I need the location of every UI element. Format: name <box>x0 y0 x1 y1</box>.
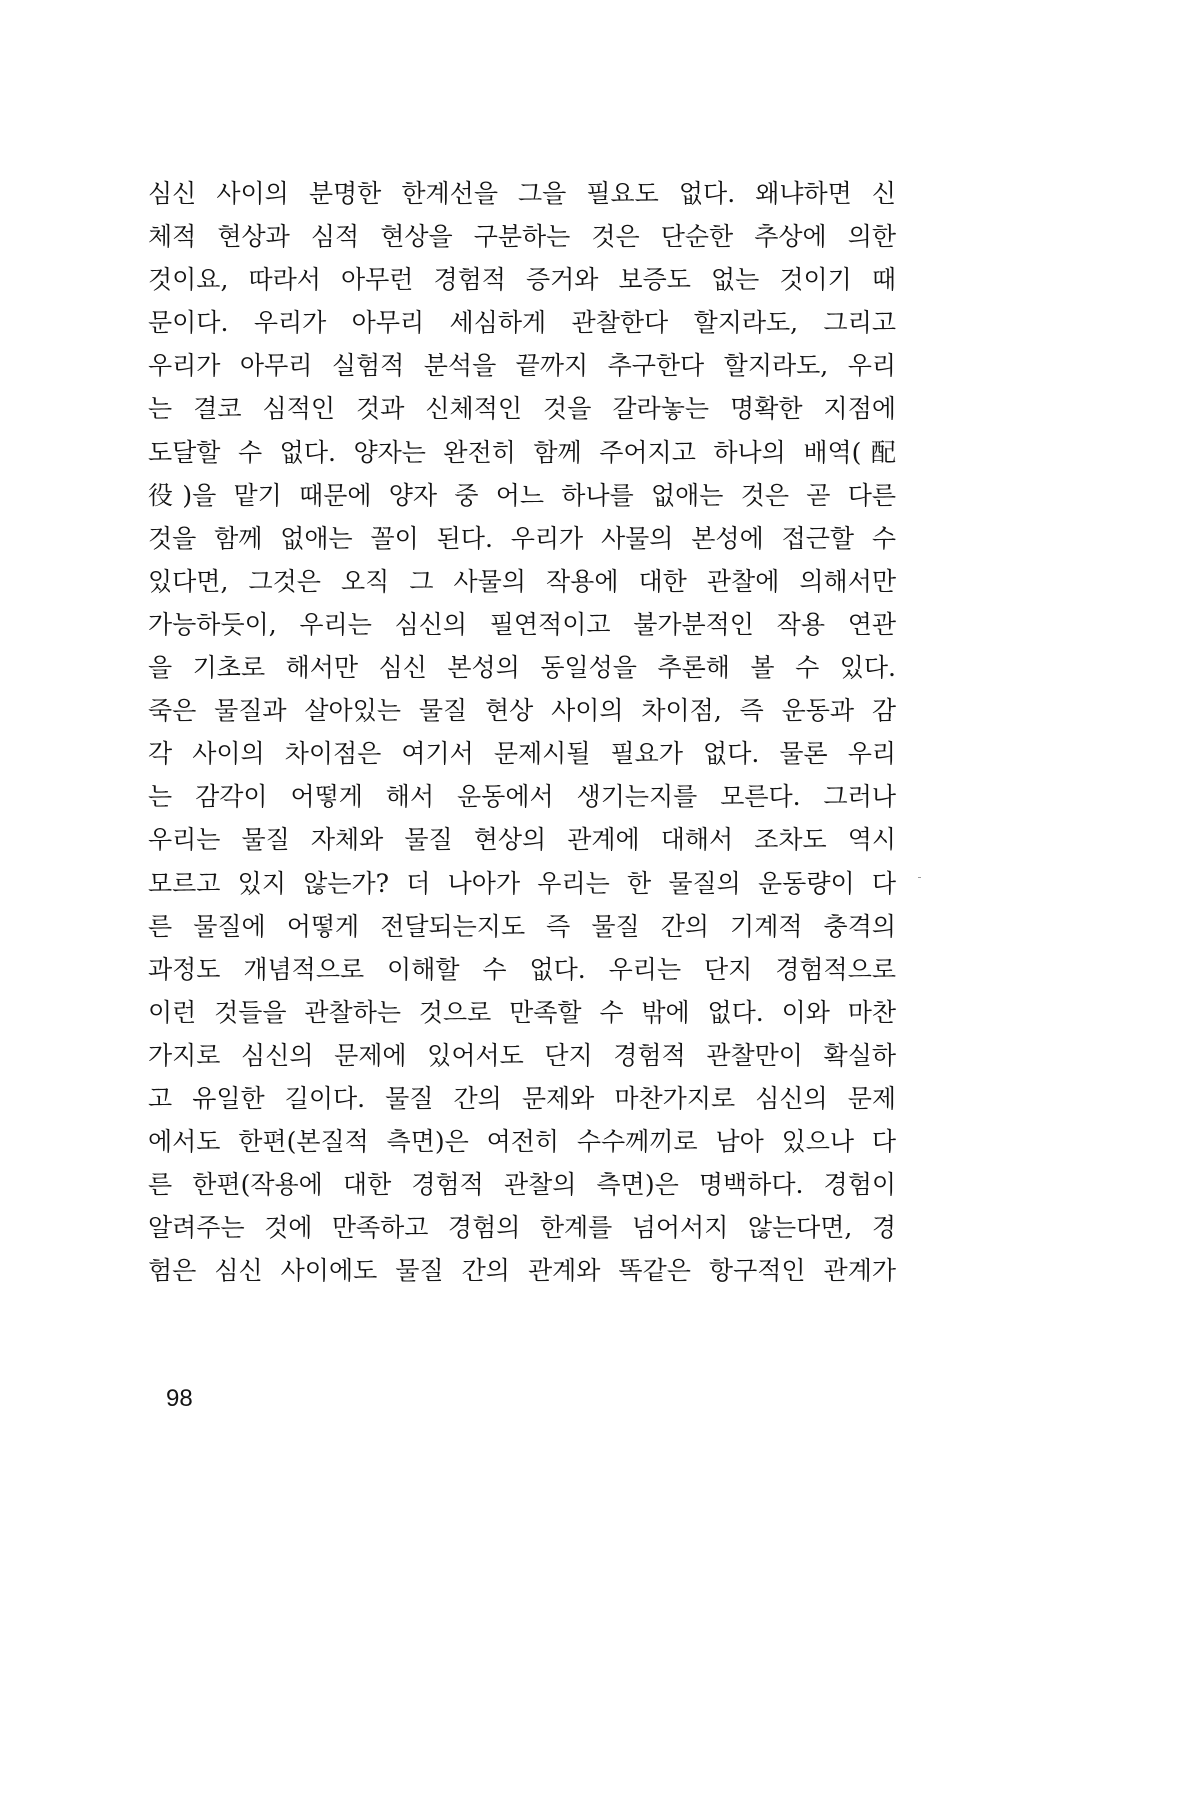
text-line-26: 험은 심신 사이에도 물질 간의 관계와 똑같은 항구적인 관계가 <box>148 1256 896 1286</box>
text-line-2: 체적 현상과 심적 현상을 구분하는 것은 단순한 추상에 의한 <box>148 222 896 252</box>
page-number: 98 <box>166 1385 193 1412</box>
text-line-12: 을 기초로 해서만 심신 본성의 동일성을 추론해 볼 수 있다. <box>148 653 896 683</box>
text-line-10: 있다면, 그것은 오직 그 사물의 작용에 대한 관찰에 의해서만 <box>148 566 896 596</box>
text-line-8: 役)을 맡기 때문에 양자 중 어느 하나를 없애는 것은 곧 다른 <box>148 480 896 510</box>
text-line-3: 것이요, 따라서 아무런 경험적 증거와 보증도 없는 것이기 때 <box>148 265 896 295</box>
text-line-24: 른 한편(작용에 대한 경험적 관찰의 측면)은 명백하다. 경험이 <box>148 1170 896 1200</box>
text-line-15: 는 감각이 어떻게 해서 운동에서 생기는지를 모른다. 그러나 <box>148 782 896 812</box>
text-line-7: 도달할 수 없다. 양자는 완전히 함께 주어지고 하나의 배역(配 <box>148 437 896 467</box>
text-line-22: 고 유일한 길이다. 물질 간의 문제와 마찬가지로 심신의 문제 <box>148 1083 896 1113</box>
text-line-16: 우리는 물질 자체와 물질 현상의 관계에 대해서 조차도 역시 <box>148 825 896 855</box>
text-line-14: 각 사이의 차이점은 여기서 문제시될 필요가 없다. 물론 우리 <box>148 739 896 769</box>
text-line-19: 과정도 개념적으로 이해할 수 없다. 우리는 단지 경험적으로 <box>148 954 896 984</box>
text-line-25: 알려주는 것에 만족하고 경험의 한계를 넘어서지 않는다면, 경 <box>148 1213 896 1243</box>
text-line-17: 모르고 있지 않는가? 더 나아가 우리는 한 물질의 운동량이 다 <box>148 868 896 898</box>
text-line-6: 는 결코 심적인 것과 신체적인 것을 갈라놓는 명확한 지점에 <box>148 394 896 424</box>
text-line-9: 것을 함께 없애는 꼴이 된다. 우리가 사물의 본성에 접근할 수 <box>148 523 896 553</box>
margin-mark <box>918 877 921 878</box>
text-line-20: 이런 것들을 관찰하는 것으로 만족할 수 밖에 없다. 이와 마찬 <box>148 997 896 1027</box>
text-line-21: 가지로 심신의 문제에 있어서도 단지 경험적 관찰만이 확실하 <box>148 1040 896 1070</box>
text-line-1: 심신 사이의 분명한 한계선을 그을 필요도 없다. 왜냐하면 신 <box>148 179 896 208</box>
text-line-18: 른 물질에 어떻게 전달되는지도 즉 물질 간의 기계적 충격의 <box>148 911 896 941</box>
text-line-23: 에서도 한편(본질적 측면)은 여전히 수수께끼로 남아 있으나 다 <box>148 1127 896 1157</box>
body-text <box>148 172 896 1292</box>
text-line-5: 우리가 아무리 실험적 분석을 끝까지 추구한다 할지라도, 우리 <box>148 351 896 381</box>
text-line-4: 문이다. 우리가 아무리 세심하게 관찰한다 할지라도, 그리고 <box>148 308 896 338</box>
text-line-13: 죽은 물질과 살아있는 물질 현상 사이의 차이점, 즉 운동과 감 <box>148 696 896 726</box>
text-line-11: 가능하듯이, 우리는 심신의 필연적이고 불가분적인 작용 연관 <box>148 609 896 639</box>
